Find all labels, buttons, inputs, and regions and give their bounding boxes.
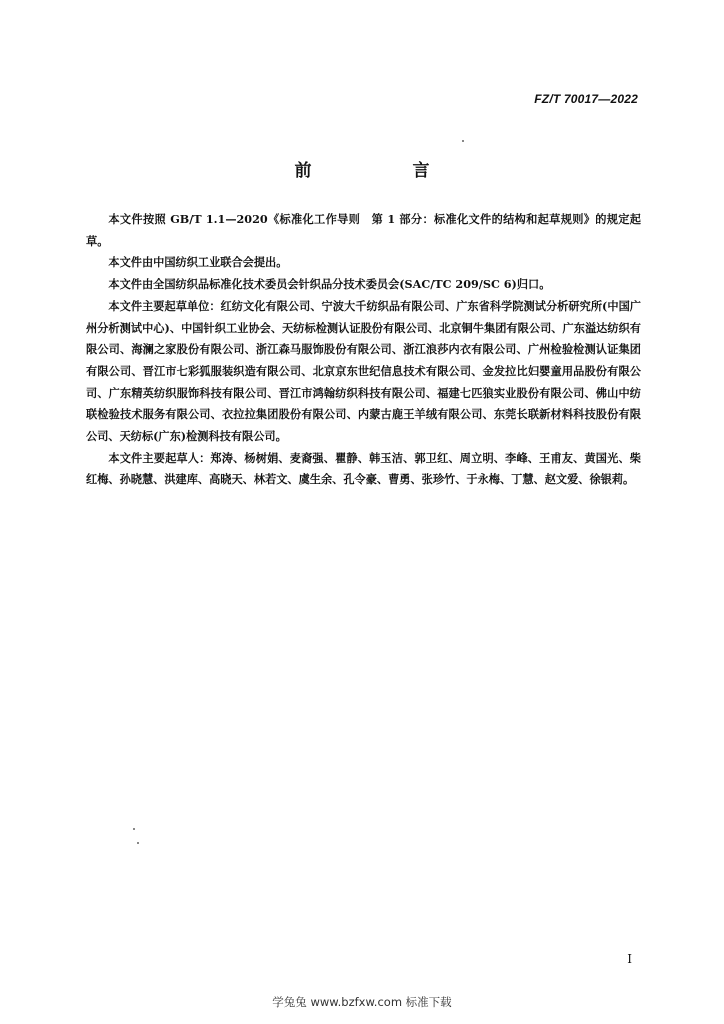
scan-speck bbox=[137, 842, 139, 844]
paragraph-proposer: 本文件由中国纺织工业联合会提出。 bbox=[108, 255, 288, 270]
foreword-body bbox=[86, 209, 641, 491]
paragraph-drafting-rules: 本文件按照 GB/T 1.1—2020《标准化工作导则 第 1 部分：标准化文件的结构和起草规则》的规定起草。 bbox=[86, 212, 641, 248]
page-number: I bbox=[627, 952, 632, 966]
document-code: FZ/T 70017—2022 bbox=[534, 92, 638, 106]
paragraph-jurisdiction: 本文件由全国纺织品标准化技术委员会针织品分技术委员会(SAC/TC 209/SC 6)归口。 bbox=[108, 277, 551, 292]
scan-speck bbox=[462, 140, 464, 142]
watermark: 学兔兔 www.bzfxw.com 标准下载 bbox=[272, 995, 452, 1009]
scan-speck bbox=[133, 828, 135, 830]
paragraph-drafting-units: 本文件主要起草单位：红纺文化有限公司、宁波大千纺织品有限公司、广东省科学院测试分析研究所(中国广州分析测试中心)、中国针织工业协会、天纺标检测认证股份有限公司、北京铜牛集团有限公司、广东溢达纺织有限公司、海澜之家股份有限公司、浙江森马服饰股份有限公司、浙江浪莎内衣有限公司、广州检验检测认证集团有限公司、晋江市七彩狐服装织造有限公司、北京京东世纪信息技术有限公司、金发拉比妇婴童用品股份有限公司、广东精英纺织服饰科技有限公司、晋江市鸿翰纺织科技有限公司、福建七匹狼实业股份有限公司、佛山中纺联检验技术服务有限公司、衣拉拉集团股份有限公司、内蒙古鹿王羊绒有限公司、东莞长联新材料科技股份有限公司、天纺标(广东)检测科技有限公司。 bbox=[86, 298, 641, 444]
page-title: 前 言 bbox=[294, 161, 472, 181]
paragraph-drafters: 本文件主要起草人：郑涛、杨树娟、麦裔强、瞿静、韩玉洁、郭卫红、周立明、李峰、王甫友、黄国光、柴红梅、孙晓慧、洪建库、高晓天、林若文、虞生余、孔令豪、曹勇、张珍竹、于永梅、丁慧、赵文爱、徐银莉。 bbox=[86, 450, 641, 487]
